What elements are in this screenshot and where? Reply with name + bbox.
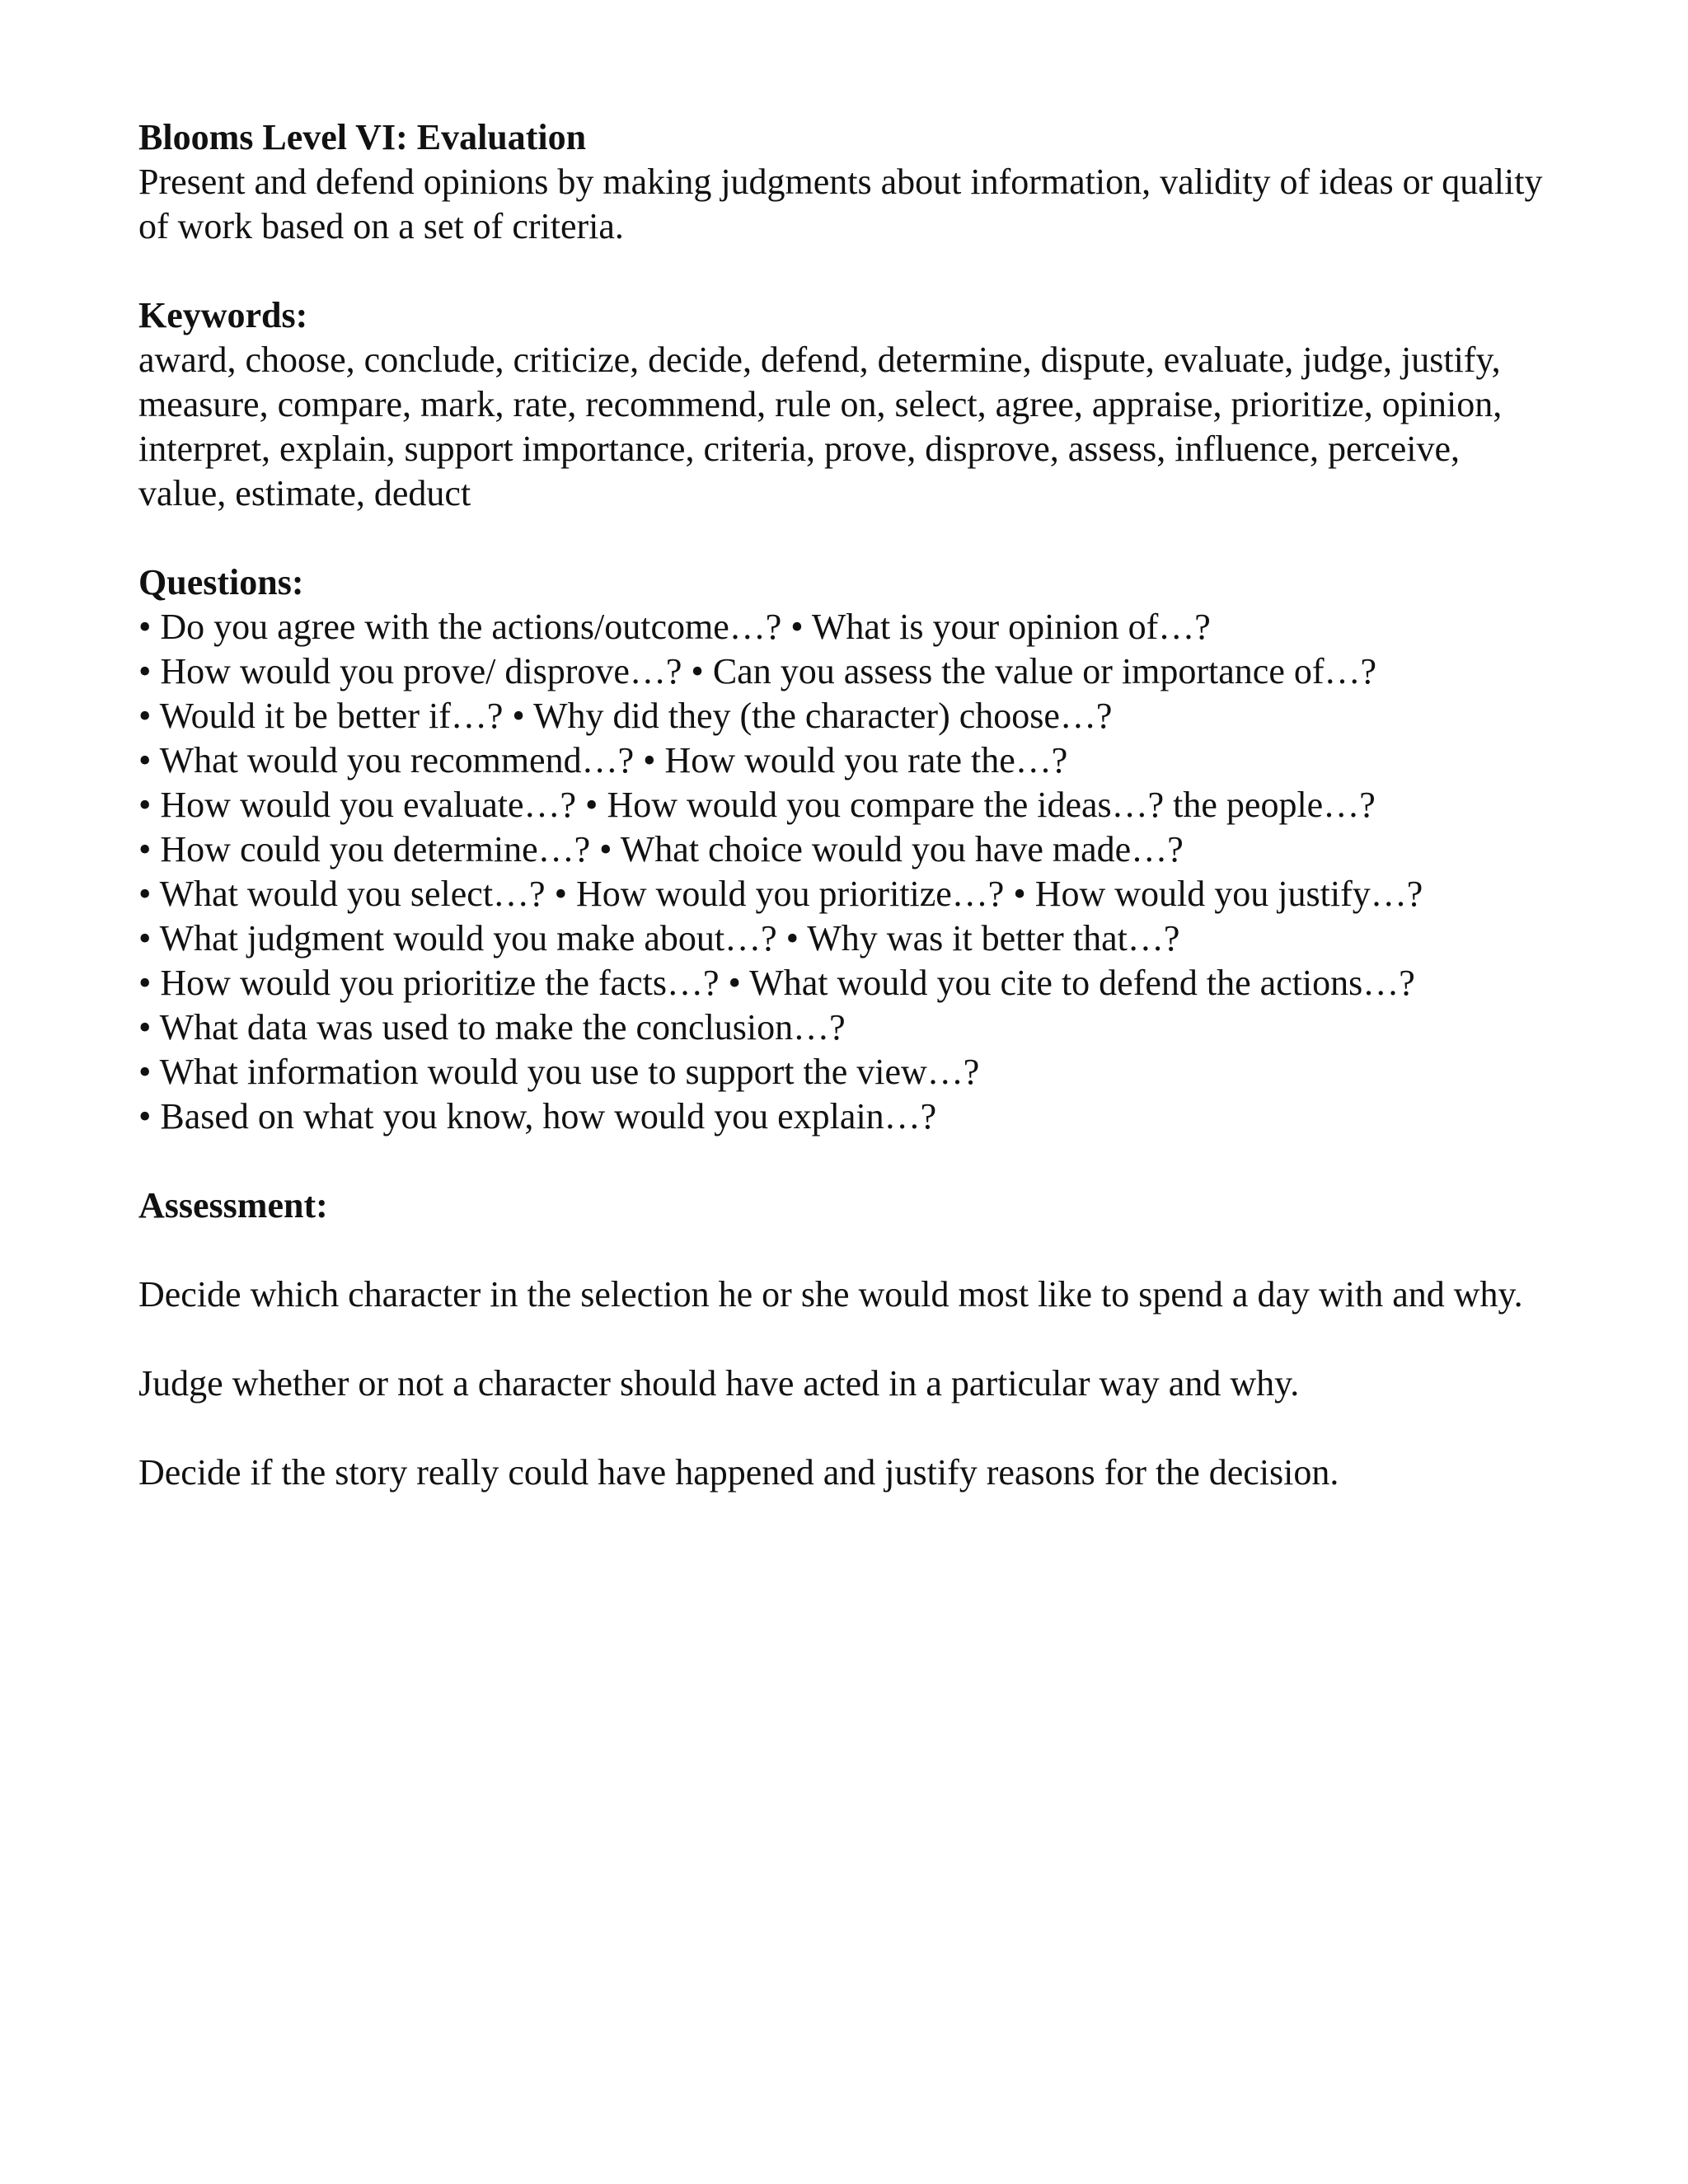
question-item: • How would you prioritize the facts…? • What would you cite to defend the actions…? [138,963,1415,1003]
question-item: • What data was used to make the conclusion…? [138,1007,846,1047]
assessment-item: Decide if the story really could have happened and justify reasons for the decision. [138,1452,1339,1493]
keywords-text: award, choose, conclude, criticize, decide, defend, determine, dispute, evaluate, judge, justify, measure, compare, mark, rate, recommend, rule on, select, agree, appraise, prioritize, opinion, interpret, explain, support importance, criteria, prove, disprove, assess, influence, perceive, value, estimate, deduct [138,340,1503,513]
spacer [138,516,1556,560]
questions-heading: Questions: [138,562,304,602]
question-item: • What would you select…? • How would you prioritize…? • How would you justify…? [138,874,1423,914]
questions-list [138,605,1556,1139]
assessment-heading: Assessment: [138,1185,328,1226]
description-text: Present and defend opinions by making judgments about information, validity of ideas or quality of work based on a set of criteria. [138,162,1543,246]
question-item: • What judgment would you make about…? • Why was it better that…? [138,918,1180,958]
question-item: • Do you agree with the actions/outcome…? • What is your opinion of…? [138,607,1211,647]
spacer [138,249,1556,293]
assessment-item: Decide which character in the selection he or she would most like to spend a day with and why. [138,1274,1523,1315]
spacer [138,1228,1556,1272]
question-item: • Based on what you know, how would you explain…? [138,1096,937,1137]
question-item: • How would you evaluate…? • How would you compare the ideas…? the people…? [138,785,1376,825]
question-item: • Would it be better if…? • Why did they (the character) choose…? [138,696,1113,736]
document-content [138,115,1556,1495]
question-item: • How could you determine…? • What choice would you have made…? [138,829,1184,869]
question-item: • What information would you use to support the view…? [138,1052,980,1092]
page-title: Blooms Level VI: Evaluation [138,117,587,157]
assessment-item: Judge whether or not a character should have acted in a particular way and why. [138,1363,1300,1404]
spacer [138,1406,1556,1451]
question-item: • What would you recommend…? • How would you rate the…? [138,740,1068,780]
spacer [138,1317,1556,1361]
keywords-heading: Keywords: [138,295,308,335]
spacer [138,1139,1556,1183]
question-item: • How would you prove/ disprove…? • Can you assess the value or importance of…? [138,651,1377,691]
